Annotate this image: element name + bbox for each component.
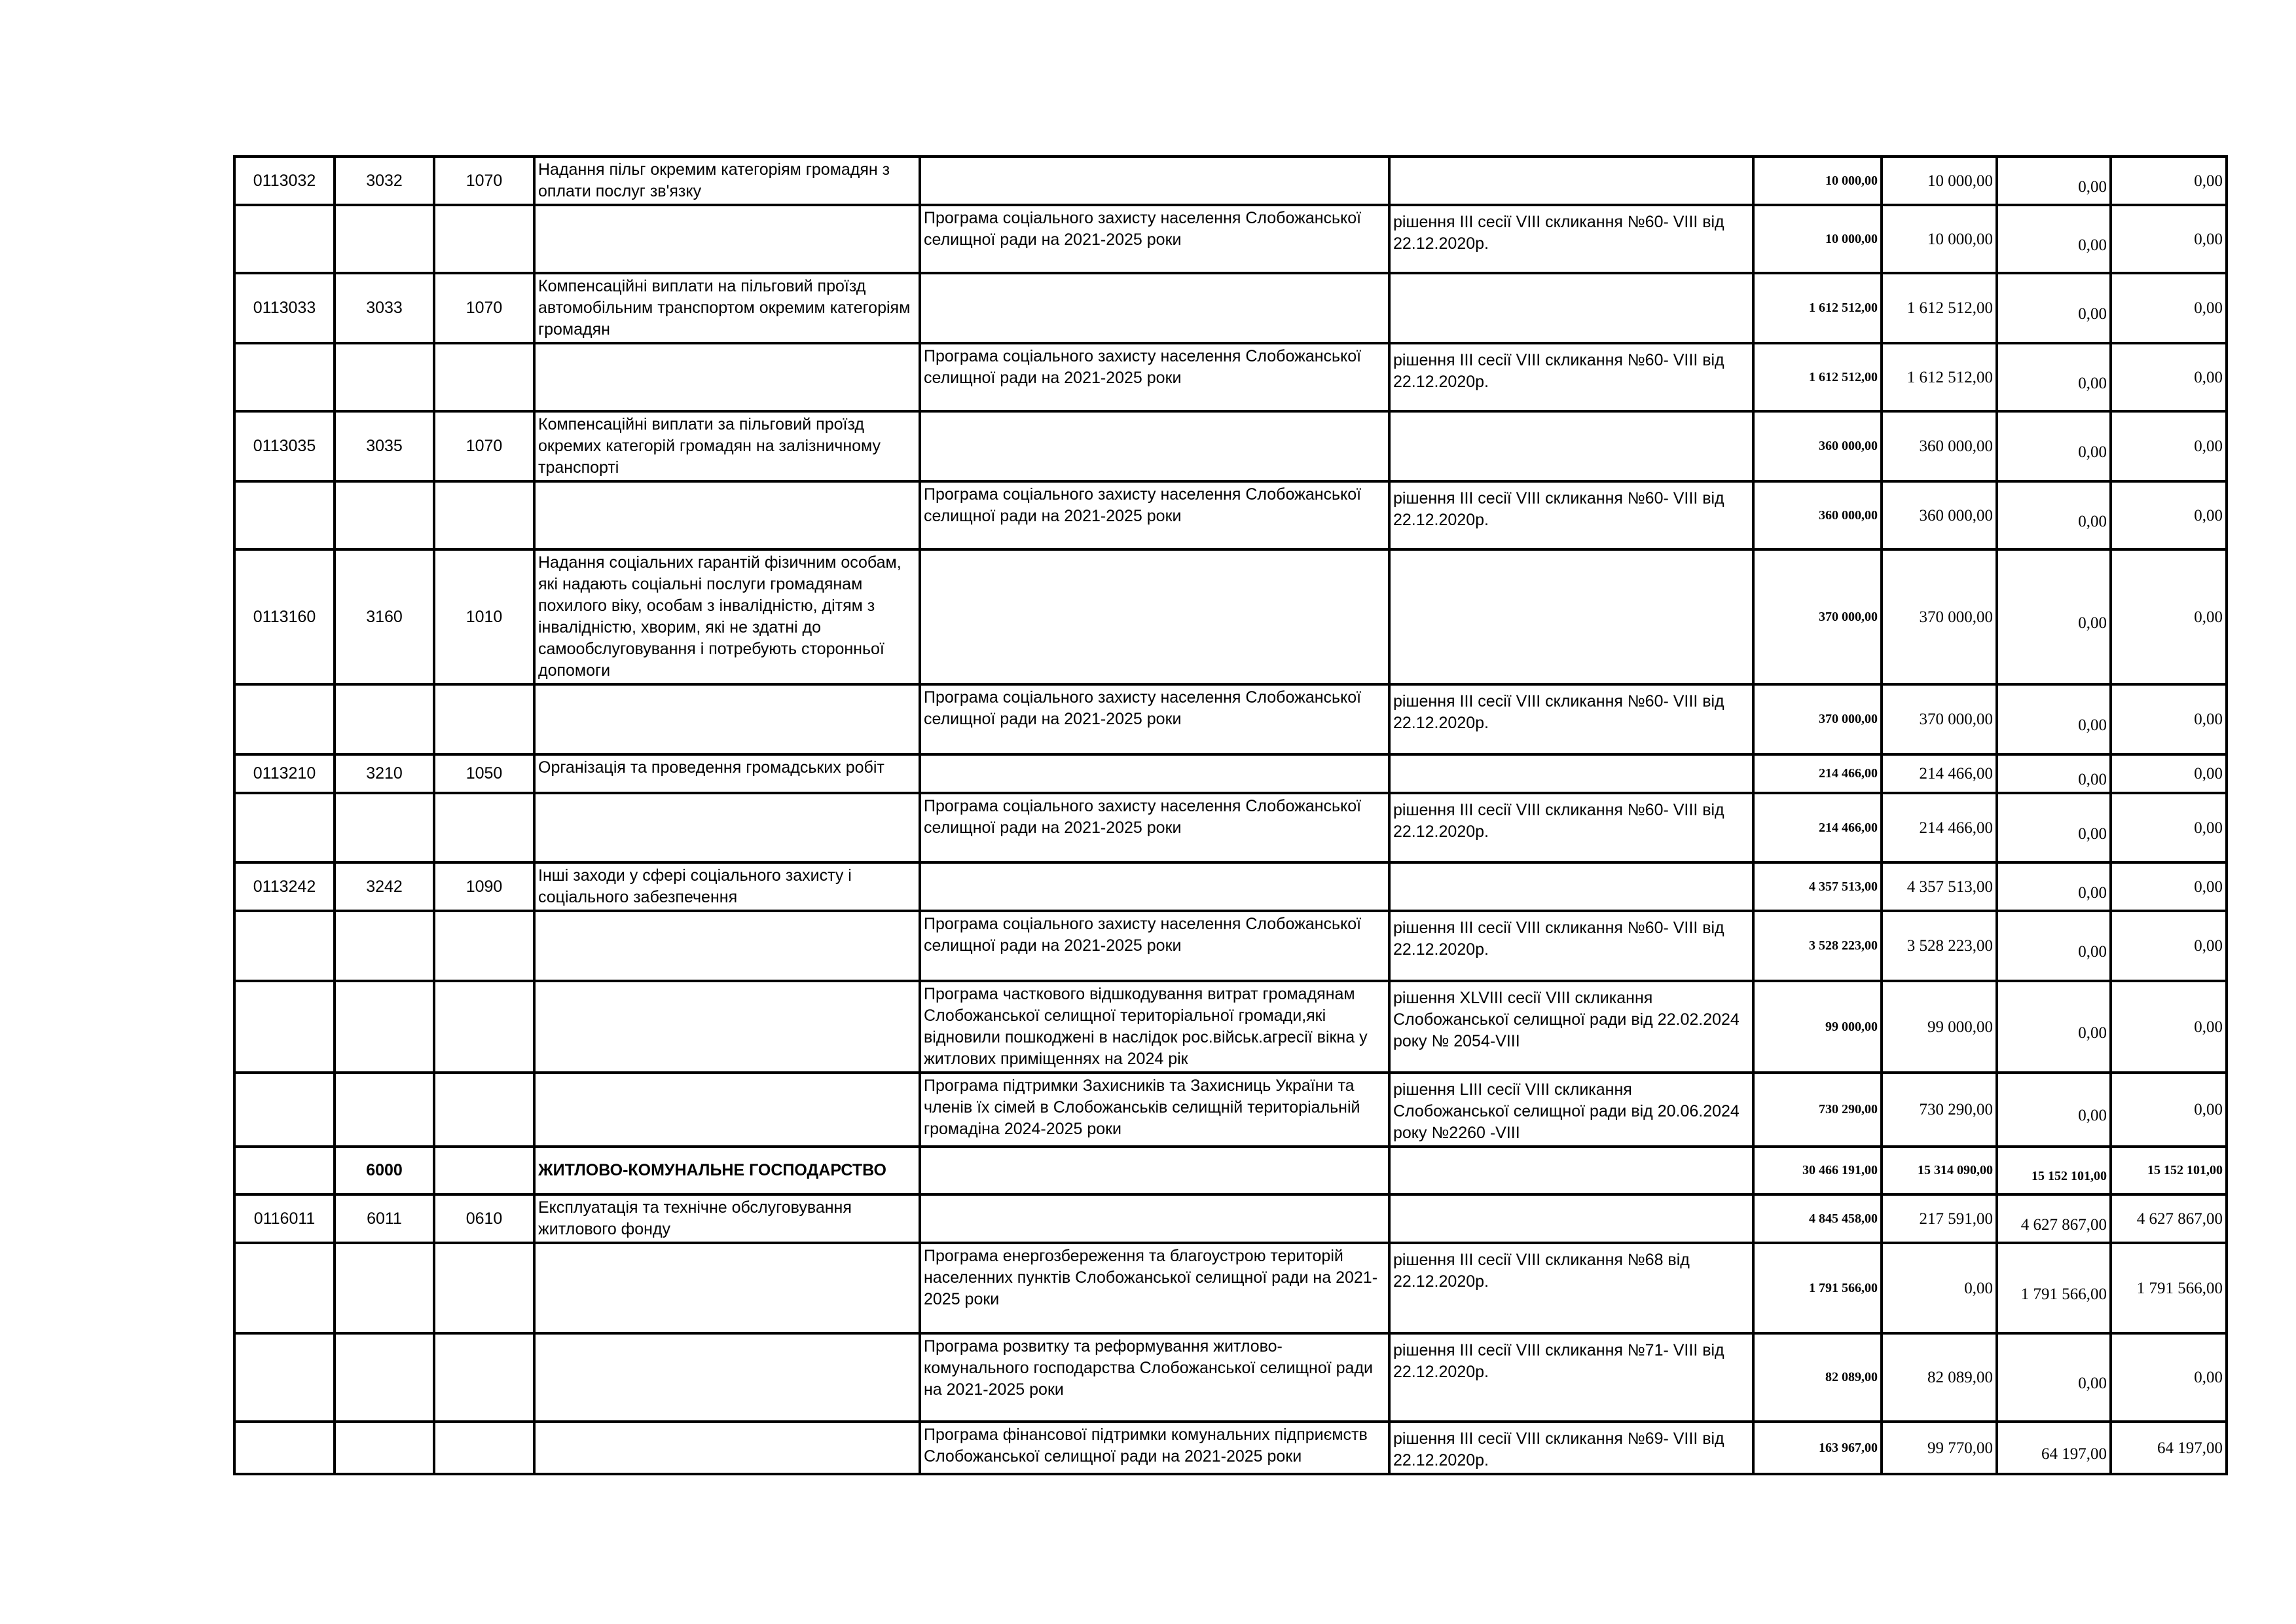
special-fund-cell: 0,00 — [1997, 862, 2111, 911]
general-fund-cell: 730 290,00 — [1882, 1073, 1997, 1147]
table-row — [234, 411, 2227, 481]
total-cell: 214 466,00 — [1753, 793, 1882, 862]
kpkvk-cell — [234, 1073, 335, 1147]
kpk-cell — [335, 981, 434, 1073]
kfkvk-cell: 1090 — [434, 862, 534, 911]
decision-cell: рішення ІІІ сесії VIII скликання №60- VIII від 22.12.2020р. — [1389, 343, 1753, 411]
program-cell: Програма соціального захисту населення Слобожанської селищної ради на 2021-2025 роки — [920, 205, 1389, 273]
development-budget-cell: 64 197,00 — [2111, 1422, 2227, 1474]
total-cell: 99 000,00 — [1753, 981, 1882, 1073]
program-cell: Програма часткового відшкодування витрат громадянам Слобожанської селищної територіальної громади,які відновили пошкоджені в наслідок рос.військ.агресії вікна у житлових приміщеннях на 2024 рік — [920, 981, 1389, 1073]
kpkvk-cell: 0113035 — [234, 411, 335, 481]
total-cell: 360 000,00 — [1753, 411, 1882, 481]
table-row — [234, 157, 2227, 205]
decision-cell: рішення ІІІ сесії VIII скликання №60- VIII від 22.12.2020р. — [1389, 911, 1753, 981]
program-cell: Програма соціального захисту населення Слобожанської селищної ради на 2021-2025 роки — [920, 684, 1389, 754]
kpk-cell — [335, 1243, 434, 1333]
program-cell — [920, 1194, 1389, 1243]
general-fund-cell: 1 612 512,00 — [1882, 273, 1997, 343]
development-budget-cell: 0,00 — [2111, 793, 2227, 862]
special-fund-cell: 0,00 — [1997, 684, 2111, 754]
kfkvk-cell — [434, 205, 534, 273]
name-cell — [534, 684, 920, 754]
kfkvk-cell — [434, 1243, 534, 1333]
kfkvk-cell: 1070 — [434, 411, 534, 481]
table-body — [234, 157, 2227, 1474]
general-fund-cell: 15 314 090,00 — [1882, 1147, 1997, 1194]
program-cell: Програма соціального захисту населення Слобожанської селищної ради на 2021-2025 роки — [920, 911, 1389, 981]
table-row — [234, 1147, 2227, 1194]
kfkvk-cell: 0610 — [434, 1194, 534, 1243]
table-row — [234, 1194, 2227, 1243]
total-cell: 4 357 513,00 — [1753, 862, 1882, 911]
table-row — [234, 481, 2227, 549]
kpkvk-cell: 0116011 — [234, 1194, 335, 1243]
kpk-cell: 3035 — [335, 411, 434, 481]
kpk-cell — [335, 684, 434, 754]
program-cell — [920, 754, 1389, 793]
kfkvk-cell — [434, 684, 534, 754]
program-cell — [920, 1147, 1389, 1194]
name-cell: Інші заходи у сфері соціального захисту і соціального забезпечення — [534, 862, 920, 911]
kpkvk-cell — [234, 1422, 335, 1474]
table-row — [234, 1422, 2227, 1474]
kpk-cell — [335, 793, 434, 862]
name-cell — [534, 1073, 920, 1147]
general-fund-cell: 360 000,00 — [1882, 481, 1997, 549]
name-cell: Компенсаційні виплати за пільговий проїзд окремих категорій громадян на залізничному транспорті — [534, 411, 920, 481]
total-cell: 370 000,00 — [1753, 684, 1882, 754]
general-fund-cell: 217 591,00 — [1882, 1194, 1997, 1243]
program-cell: Програма енергозбереження та благоустрою територій населенних пунктів Слобожанської селищної ради на 2021-2025 роки — [920, 1243, 1389, 1333]
total-cell: 30 466 191,00 — [1753, 1147, 1882, 1194]
program-cell — [920, 273, 1389, 343]
kfkvk-cell — [434, 1147, 534, 1194]
kfkvk-cell — [434, 793, 534, 862]
development-budget-cell: 0,00 — [2111, 343, 2227, 411]
general-fund-cell: 370 000,00 — [1882, 549, 1997, 684]
development-budget-cell: 0,00 — [2111, 684, 2227, 754]
decision-cell — [1389, 754, 1753, 793]
name-cell — [534, 481, 920, 549]
budget-table — [233, 155, 2228, 1475]
general-fund-cell: 0,00 — [1882, 1243, 1997, 1333]
kpkvk-cell: 0113033 — [234, 273, 335, 343]
kpkvk-cell — [234, 911, 335, 981]
general-fund-cell: 214 466,00 — [1882, 754, 1997, 793]
development-budget-cell: 0,00 — [2111, 273, 2227, 343]
name-cell — [534, 205, 920, 273]
development-budget-cell: 0,00 — [2111, 754, 2227, 793]
special-fund-cell: 1 791 566,00 — [1997, 1243, 2111, 1333]
total-cell: 3 528 223,00 — [1753, 911, 1882, 981]
general-fund-cell: 10 000,00 — [1882, 157, 1997, 205]
general-fund-cell: 82 089,00 — [1882, 1333, 1997, 1422]
development-budget-cell: 0,00 — [2111, 157, 2227, 205]
table-row — [234, 273, 2227, 343]
name-cell: Компенсаційні виплати на пільговий проїзд автомобільним транспортом окремим категоріям громадян — [534, 273, 920, 343]
development-budget-cell: 0,00 — [2111, 205, 2227, 273]
kfkvk-cell — [434, 343, 534, 411]
kpk-cell — [335, 911, 434, 981]
program-cell: Програма фінансової підтримки комунальних підприємств Слобожанської селищної ради на 2021-2025 роки — [920, 1422, 1389, 1474]
name-cell: Надання соціальних гарантій фізичним особам, які надають соціальні послуги громадянам похилого віку, особам з інвалідністю, дітям з інвалідністю, хворим, які не здатні до самообслуговування і потребують сторонньої допомоги — [534, 549, 920, 684]
kpk-cell — [335, 343, 434, 411]
name-cell: Експлуатація та технічне обслуговування житлового фонду — [534, 1194, 920, 1243]
kfkvk-cell: 1010 — [434, 549, 534, 684]
total-cell: 1 791 566,00 — [1753, 1243, 1882, 1333]
decision-cell — [1389, 1147, 1753, 1194]
name-cell: Надання пільг окремим категоріям громадян з оплати послуг зв'язку — [534, 157, 920, 205]
special-fund-cell: 0,00 — [1997, 273, 2111, 343]
kpkvk-cell — [234, 684, 335, 754]
kpkvk-cell — [234, 1147, 335, 1194]
development-budget-cell: 0,00 — [2111, 549, 2227, 684]
kpkvk-cell — [234, 1333, 335, 1422]
table-row — [234, 205, 2227, 273]
total-cell: 730 290,00 — [1753, 1073, 1882, 1147]
special-fund-cell: 0,00 — [1997, 1333, 2111, 1422]
kfkvk-cell — [434, 1333, 534, 1422]
table-row — [234, 1243, 2227, 1333]
special-fund-cell: 64 197,00 — [1997, 1422, 2111, 1474]
general-fund-cell: 1 612 512,00 — [1882, 343, 1997, 411]
kpkvk-cell: 0113242 — [234, 862, 335, 911]
table-row — [234, 793, 2227, 862]
kfkvk-cell — [434, 1073, 534, 1147]
decision-cell: рішення ІІІ сесії VIII скликання №71- VIII від 22.12.2020р. — [1389, 1333, 1753, 1422]
decision-cell — [1389, 157, 1753, 205]
kpkvk-cell — [234, 205, 335, 273]
decision-cell: рішення ІІІ сесії VIII скликання №60- VIII від 22.12.2020р. — [1389, 205, 1753, 273]
table-row — [234, 862, 2227, 911]
special-fund-cell: 0,00 — [1997, 411, 2111, 481]
kfkvk-cell: 1070 — [434, 157, 534, 205]
kpkvk-cell — [234, 981, 335, 1073]
kpk-cell: 6011 — [335, 1194, 434, 1243]
name-cell — [534, 1243, 920, 1333]
special-fund-cell: 15 152 101,00 — [1997, 1147, 2111, 1194]
kfkvk-cell — [434, 981, 534, 1073]
special-fund-cell: 0,00 — [1997, 911, 2111, 981]
kpk-cell — [335, 1422, 434, 1474]
development-budget-cell: 0,00 — [2111, 1073, 2227, 1147]
special-fund-cell: 0,00 — [1997, 981, 2111, 1073]
kpkvk-cell: 0113032 — [234, 157, 335, 205]
kfkvk-cell — [434, 481, 534, 549]
program-cell — [920, 411, 1389, 481]
development-budget-cell: 1 791 566,00 — [2111, 1243, 2227, 1333]
program-cell: Програма підтримки Захисників та Захисниць України та членів їх сімей в Слобожанськів селищній територіальній громадіна 2024-2025 роки — [920, 1073, 1389, 1147]
kpkvk-cell — [234, 343, 335, 411]
kpk-cell: 3032 — [335, 157, 434, 205]
name-cell — [534, 911, 920, 981]
program-cell: Програма розвитку та реформування житлово-комунального господарства Слобожанської селищної ради на 2021-2025 роки — [920, 1333, 1389, 1422]
kpkvk-cell: 0113210 — [234, 754, 335, 793]
kfkvk-cell: 1050 — [434, 754, 534, 793]
special-fund-cell: 0,00 — [1997, 793, 2111, 862]
program-cell: Програма соціального захисту населення Слобожанської селищної ради на 2021-2025 роки — [920, 343, 1389, 411]
special-fund-cell: 4 627 867,00 — [1997, 1194, 2111, 1243]
kpk-cell: 6000 — [335, 1147, 434, 1194]
general-fund-cell: 360 000,00 — [1882, 411, 1997, 481]
decision-cell: рішення ІІІ сесії VIII скликання №60- VIII від 22.12.2020р. — [1389, 481, 1753, 549]
special-fund-cell: 0,00 — [1997, 157, 2111, 205]
special-fund-cell: 0,00 — [1997, 343, 2111, 411]
development-budget-cell: 0,00 — [2111, 481, 2227, 549]
total-cell: 4 845 458,00 — [1753, 1194, 1882, 1243]
total-cell: 1 612 512,00 — [1753, 343, 1882, 411]
total-cell: 163 967,00 — [1753, 1422, 1882, 1474]
decision-cell: рішення ІІІ сесії VIII скликання №68 від 22.12.2020р. — [1389, 1243, 1753, 1333]
general-fund-cell: 10 000,00 — [1882, 205, 1997, 273]
development-budget-cell: 0,00 — [2111, 1333, 2227, 1422]
kpk-cell — [335, 205, 434, 273]
development-budget-cell: 4 627 867,00 — [2111, 1194, 2227, 1243]
special-fund-cell: 0,00 — [1997, 754, 2111, 793]
kpkvk-cell: 0113160 — [234, 549, 335, 684]
kpk-cell: 3160 — [335, 549, 434, 684]
program-cell — [920, 862, 1389, 911]
total-cell: 82 089,00 — [1753, 1333, 1882, 1422]
general-fund-cell: 3 528 223,00 — [1882, 911, 1997, 981]
kpk-cell: 3210 — [335, 754, 434, 793]
program-cell: Програма соціального захисту населення Слобожанської селищної ради на 2021-2025 роки — [920, 793, 1389, 862]
decision-cell — [1389, 273, 1753, 343]
name-cell — [534, 343, 920, 411]
kpk-cell: 3242 — [335, 862, 434, 911]
kfkvk-cell — [434, 911, 534, 981]
kpk-cell — [335, 481, 434, 549]
program-cell: Програма соціального захисту населення Слобожанської селищної ради на 2021-2025 роки — [920, 481, 1389, 549]
general-fund-cell: 370 000,00 — [1882, 684, 1997, 754]
program-cell — [920, 549, 1389, 684]
total-cell: 1 612 512,00 — [1753, 273, 1882, 343]
name-cell: ЖИТЛОВО-КОМУНАЛЬНЕ ГОСПОДАРСТВО — [534, 1147, 920, 1194]
kpkvk-cell — [234, 481, 335, 549]
special-fund-cell: 0,00 — [1997, 549, 2111, 684]
kfkvk-cell: 1070 — [434, 273, 534, 343]
special-fund-cell: 0,00 — [1997, 1073, 2111, 1147]
development-budget-cell: 0,00 — [2111, 862, 2227, 911]
decision-cell: рішення ІІІ сесії VIII скликання №60- VIII від 22.12.2020р. — [1389, 793, 1753, 862]
name-cell — [534, 1422, 920, 1474]
program-cell — [920, 157, 1389, 205]
decision-cell — [1389, 1194, 1753, 1243]
total-cell: 214 466,00 — [1753, 754, 1882, 793]
general-fund-cell: 4 357 513,00 — [1882, 862, 1997, 911]
table-row — [234, 1333, 2227, 1422]
table-row — [234, 1073, 2227, 1147]
kfkvk-cell — [434, 1422, 534, 1474]
development-budget-cell: 0,00 — [2111, 911, 2227, 981]
table-row — [234, 981, 2227, 1073]
kpkvk-cell — [234, 793, 335, 862]
name-cell — [534, 793, 920, 862]
decision-cell — [1389, 549, 1753, 684]
kpk-cell: 3033 — [335, 273, 434, 343]
general-fund-cell: 214 466,00 — [1882, 793, 1997, 862]
table-row — [234, 549, 2227, 684]
total-cell: 360 000,00 — [1753, 481, 1882, 549]
kpkvk-cell — [234, 1243, 335, 1333]
development-budget-cell: 0,00 — [2111, 411, 2227, 481]
table-row — [234, 343, 2227, 411]
decision-cell: рішення ІІІ сесії VIII скликання №69- VIII від 22.12.2020р. — [1389, 1422, 1753, 1474]
development-budget-cell: 0,00 — [2111, 981, 2227, 1073]
decision-cell: рішення LІІІ сесії VIII скликання Слобожанської селищної ради від 20.06.2024 року №2260 -VIII — [1389, 1073, 1753, 1147]
special-fund-cell: 0,00 — [1997, 205, 2111, 273]
name-cell: Організація та проведення громадських робіт — [534, 754, 920, 793]
general-fund-cell: 99 000,00 — [1882, 981, 1997, 1073]
total-cell: 10 000,00 — [1753, 157, 1882, 205]
table-row — [234, 684, 2227, 754]
general-fund-cell: 99 770,00 — [1882, 1422, 1997, 1474]
kpk-cell — [335, 1333, 434, 1422]
decision-cell: рішення ІІІ сесії VIII скликання №60- VIII від 22.12.2020р. — [1389, 684, 1753, 754]
name-cell — [534, 981, 920, 1073]
decision-cell — [1389, 862, 1753, 911]
table-row — [234, 911, 2227, 981]
total-cell: 10 000,00 — [1753, 205, 1882, 273]
total-cell: 370 000,00 — [1753, 549, 1882, 684]
kpk-cell — [335, 1073, 434, 1147]
decision-cell — [1389, 411, 1753, 481]
table-row — [234, 754, 2227, 793]
development-budget-cell: 15 152 101,00 — [2111, 1147, 2227, 1194]
decision-cell: рішення XLVIII сесії VIII скликання Слобожанської селищної ради від 22.02.2024 року № 2054-VIII — [1389, 981, 1753, 1073]
special-fund-cell: 0,00 — [1997, 481, 2111, 549]
name-cell — [534, 1333, 920, 1422]
